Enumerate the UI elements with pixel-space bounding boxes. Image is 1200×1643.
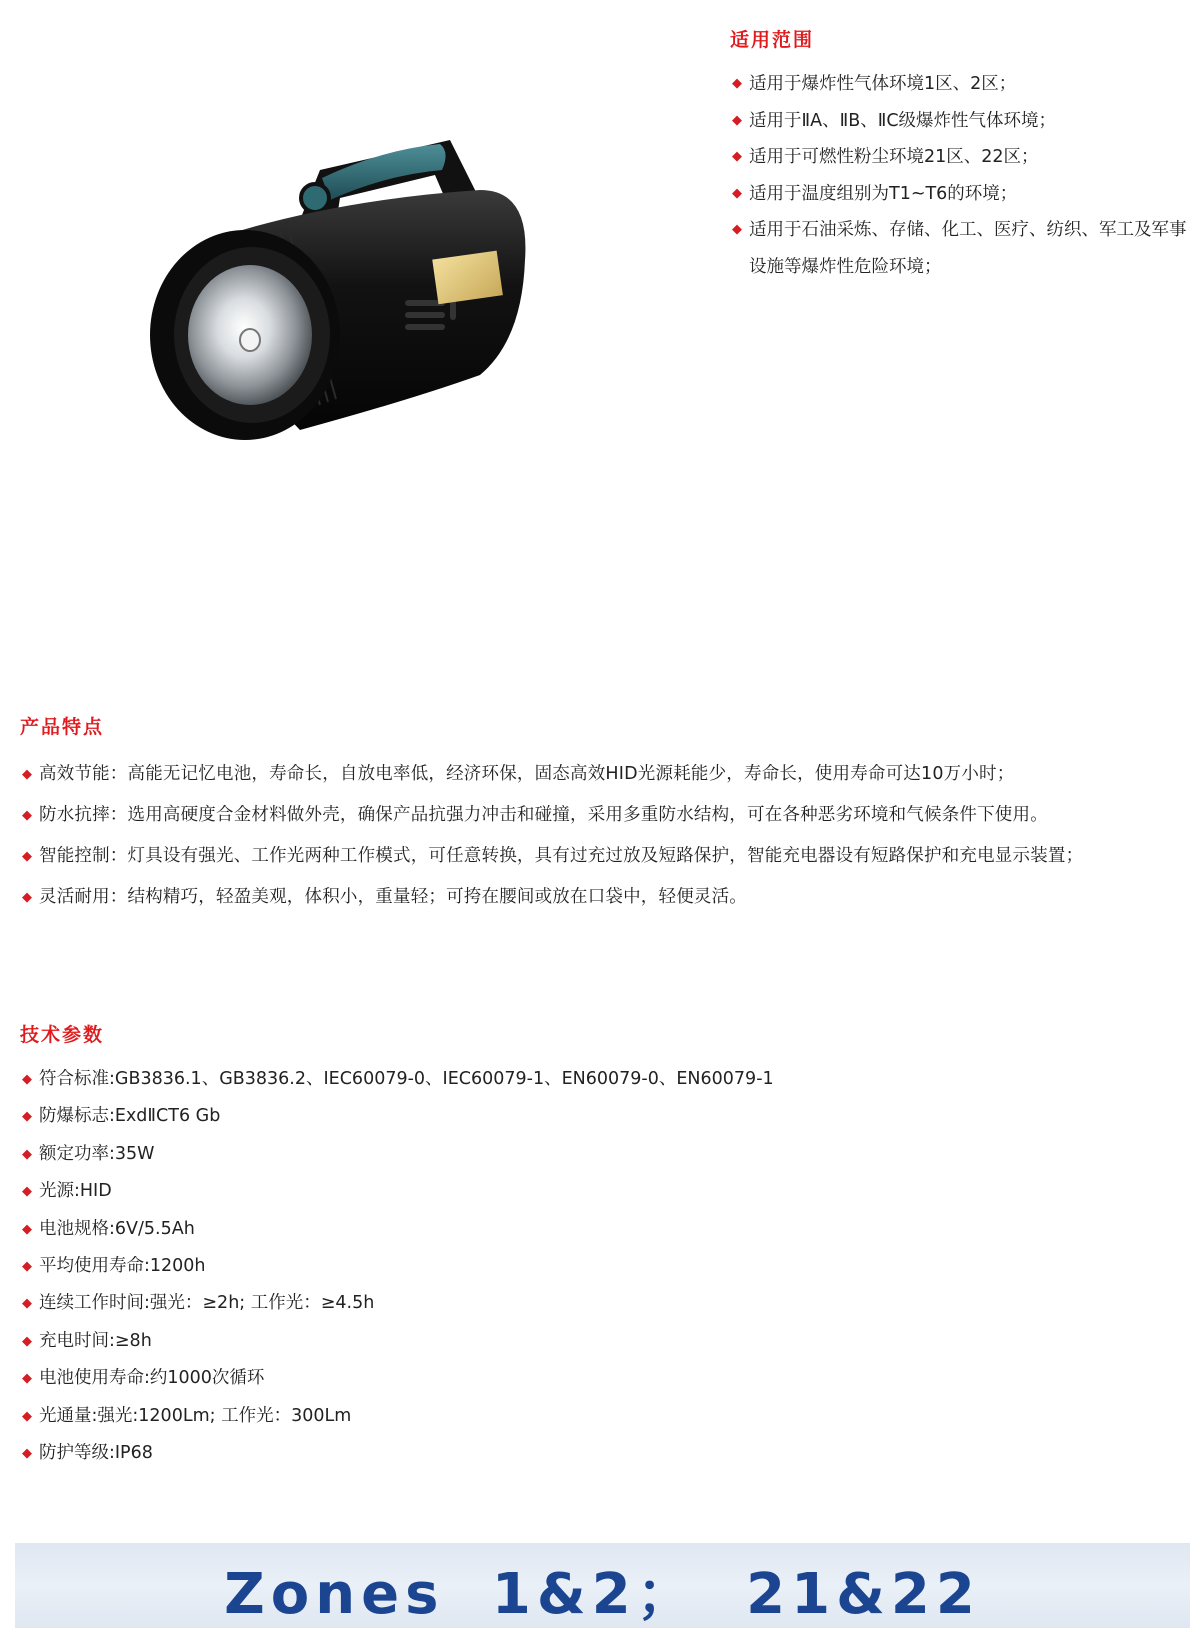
bullet-diamond-icon: ◆ [732, 149, 742, 164]
spec-item [20, 1136, 920, 1173]
spec-item-text: 电池使用寿命:约1000次循环 [39, 1368, 265, 1389]
bullet-diamond-icon: ◆ [22, 1072, 32, 1087]
bullet-diamond-icon: ◆ [732, 112, 742, 128]
spec-item [20, 1285, 920, 1322]
spec-item-text: 符合标准:GB3836.1、GB3836.2、IEC60079-0、IEC60079-1、EN60079-0、EN60079-1 [39, 1069, 774, 1089]
specs-list [20, 1061, 920, 1472]
product-image [150, 130, 570, 470]
spec-item-text: 额定功率:35W [39, 1143, 155, 1164]
spec-item [20, 1211, 920, 1248]
zones-banner [15, 1543, 1190, 1628]
scope-item [730, 212, 1190, 285]
spec-item-text: 平均使用寿命:1200h [39, 1256, 206, 1277]
bullet-diamond-icon: ◆ [732, 222, 742, 237]
scope-item [730, 139, 1190, 176]
feature-item [20, 754, 1190, 795]
bullet-diamond-icon: ◆ [22, 1446, 32, 1462]
spec-item [20, 1360, 920, 1397]
scope-item-text: 适用于石油采炼、存储、化工、医疗、纺织、军工及军事设施等爆炸性危险环境； [749, 220, 1187, 277]
feature-item [20, 795, 1190, 836]
spec-item-text: 连续工作时间:强光：≥2h; 工作光：≥4.5h [39, 1293, 375, 1314]
scope-item [730, 176, 1190, 213]
scope-heading: 适用范围 [730, 29, 815, 51]
spec-item-text: 防护等级:IP68 [39, 1443, 153, 1464]
feature-item-text: 灵活耐用：结构精巧，轻盈美观，体积小，重量轻；可挎在腰间或放在口袋中，轻便灵活。 [39, 887, 747, 907]
spec-item-text: 电池规格:6V/5.5Ah [39, 1218, 195, 1239]
spec-item [20, 1098, 920, 1135]
spec-item-text: 充电时间:≥8h [39, 1330, 152, 1351]
bullet-diamond-icon: ◆ [22, 1408, 32, 1424]
spec-item-text: 光通量:强光:1200Lm; 工作光：300Lm [39, 1405, 352, 1426]
features-heading: 产品特点 [20, 716, 105, 738]
scope-item [730, 66, 1190, 103]
scope-item-text: 适用于可燃性粉尘环境21区、22区； [749, 147, 1039, 167]
bullet-diamond-icon: ◆ [22, 767, 33, 782]
bullet-diamond-icon: ◆ [22, 1371, 32, 1387]
bullet-diamond-icon: ◆ [22, 849, 33, 864]
feature-item [20, 836, 1190, 877]
scope-item [730, 103, 1190, 140]
bullet-diamond-icon: ◆ [22, 890, 33, 905]
bullet-diamond-icon: ◆ [732, 185, 742, 201]
zones-banner-text: Zones 1&2； 21&22 [224, 1562, 981, 1627]
scope-list [730, 66, 1190, 285]
spec-item [20, 1173, 920, 1210]
bullet-diamond-icon: ◆ [22, 1109, 32, 1125]
scope-item-text: 适用于ⅡA、ⅡB、ⅡC级爆炸性气体环境； [749, 110, 1057, 131]
bullet-diamond-icon: ◆ [22, 1221, 32, 1237]
bullet-diamond-icon: ◆ [22, 1333, 32, 1349]
spec-item [20, 1398, 920, 1435]
spec-item-text: 光源:HID [39, 1181, 112, 1202]
bullet-diamond-icon: ◆ [22, 1184, 32, 1200]
spec-item [20, 1435, 920, 1472]
spec-item-text: 防爆标志:ExdⅡCT6 Gb [39, 1106, 221, 1127]
scope-item-text: 适用于爆炸性气体环境1区、2区； [749, 74, 1017, 94]
spec-item [20, 1323, 920, 1360]
bullet-diamond-icon: ◆ [732, 76, 742, 91]
feature-item-text: 智能控制：灯具设有强光、工作光两种工作模式，可任意转换，具有过充过放及短路保护，智能充电器设有短路保护和充电显示装置； [39, 846, 1084, 866]
feature-item-text: 防水抗摔：选用高硬度合金材料做外壳，确保产品抗强力冲击和碰撞，采用多重防水结构，可在各种恶劣环境和气候条件下使用。 [39, 805, 1048, 825]
bullet-diamond-icon: ◆ [22, 1259, 32, 1275]
feature-item-text: 高效节能：高能无记忆电池，寿命长，自放电率低，经济环保，固态高效HID光源耗能少，寿命长，使用寿命可达10万小时； [39, 764, 1015, 784]
spec-item [20, 1248, 920, 1285]
scope-item-text: 适用于温度组别为T1~T6的环境； [749, 183, 1018, 204]
features-list [20, 754, 1190, 918]
specs-heading: 技术参数 [20, 1024, 105, 1046]
bullet-diamond-icon: ◆ [22, 1146, 32, 1162]
bullet-diamond-icon: ◆ [22, 808, 33, 823]
bullet-diamond-icon: ◆ [22, 1296, 32, 1312]
feature-item [20, 877, 1190, 918]
spec-item [20, 1061, 920, 1098]
